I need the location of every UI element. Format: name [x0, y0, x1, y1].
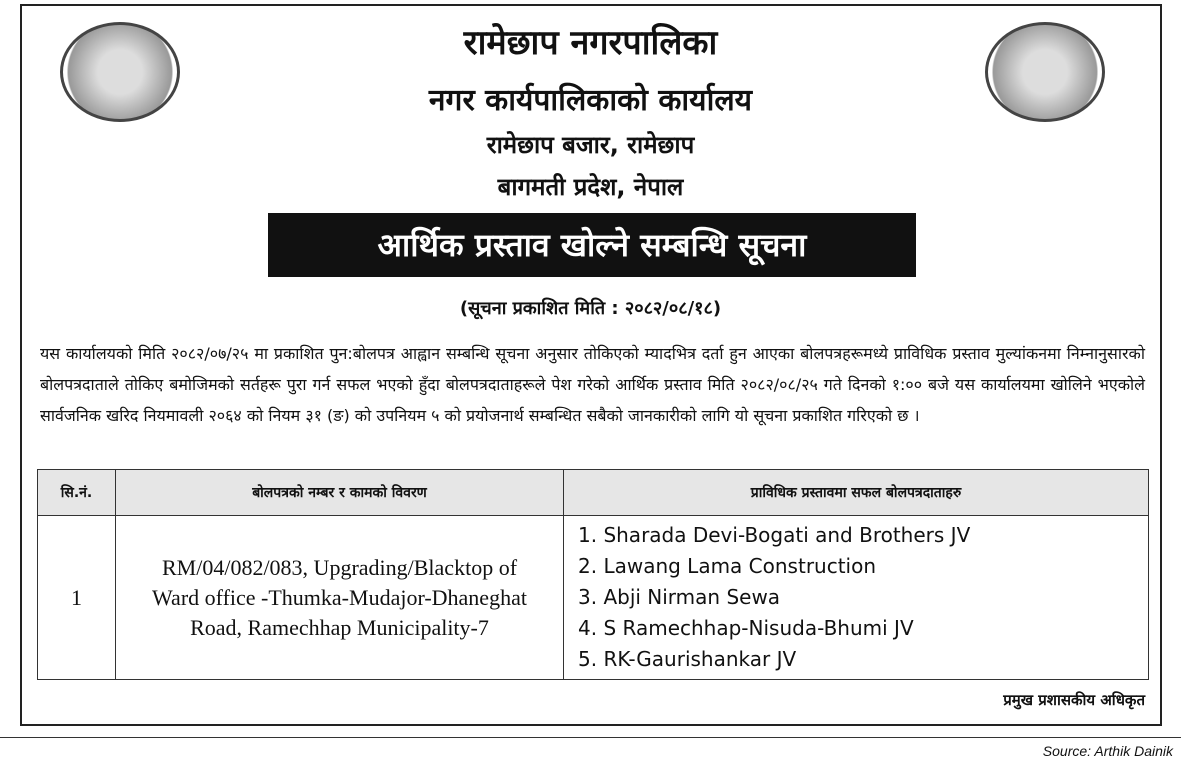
- notice-title: आर्थिक प्रस्ताव खोल्ने सम्बन्धि सूचना: [268, 213, 916, 277]
- notice-body: यस कार्यालयको मिति २०८२/०७/२५ मा प्रकाशित पुन:बोलपत्र आह्वान सम्बन्धि सूचना अनुसार तोकिएको म्यादभित्र दर्ता हुन आएका बोलपत्रहरूमध्ये प्राविधिक प्रस्ताव मुल्यांकनमा निम्नानुसारको बोलपत्रदाताले तोकिए बमोजिमको सर्तहरू पुरा गर्न सफल भएको हुँदा बोलपत्रदाताहरूले पेश गरेको आर्थिक प्रस्ताव मिति २०८२/०८/२५ गते दिनको १:०० बजे यस कार्यालयमा खोलिने भएकोले सार्वजनिक खरिद नियमावली २०६४ को नियम ३१ (ङ) को उपनियम ५ को प्रयोजनार्थ सम्बन्धित सबैको जानकारीको लागि यो सूचना प्रकाशित गरिएको छ ।: [40, 344, 1145, 425]
- bidders-table: [37, 469, 1149, 680]
- bidder-item: 4. S Ramechhap-Nisuda-Bhumi JV: [578, 616, 914, 640]
- table-row: [38, 516, 1149, 680]
- table-header-row: [38, 470, 1149, 516]
- header-bidders: प्राविधिक प्रस्तावमा सफल बोलपत्रदाताहरु: [564, 470, 1149, 516]
- address: रामेछाप बजार, रामेछाप: [486, 131, 695, 159]
- source-credit: Source: Arthik Dainik: [1042, 743, 1173, 759]
- office-name: नगर कार्यपालिकाको कार्यालय: [428, 83, 753, 118]
- bidder-item: 1. Sharada Devi-Bogati and Brothers JV: [578, 523, 971, 547]
- row-description: RM/04/082/083, Upgrading/Blacktop of Ward office -Thumka-Mudajor-Dhaneghat Road, Ramechhap Municipality-7: [116, 516, 564, 680]
- header-description: बोलपत्रको नम्बर र कामको विवरण: [116, 470, 564, 516]
- bidder-item: 2. Lawang Lama Construction: [578, 554, 877, 578]
- municipality-name: रामेछाप नगरपालिका: [463, 23, 718, 63]
- row-sn: 1: [38, 516, 116, 680]
- bidder-item: 5. RK-Gaurishankar JV: [578, 647, 797, 671]
- signature: प्रमुख प्रशासकीय अधिकृत: [1003, 691, 1145, 709]
- row-bidders: [564, 516, 1149, 680]
- publish-date: (सूचना प्रकाशित मिति : २०८२/०८/१८): [459, 298, 722, 319]
- header-sn: सि.नं.: [38, 470, 116, 516]
- bidder-item: 3. Abji Nirman Sewa: [578, 585, 781, 609]
- province: बागमती प्रदेश, नेपाल: [497, 173, 684, 201]
- divider: [0, 737, 1181, 738]
